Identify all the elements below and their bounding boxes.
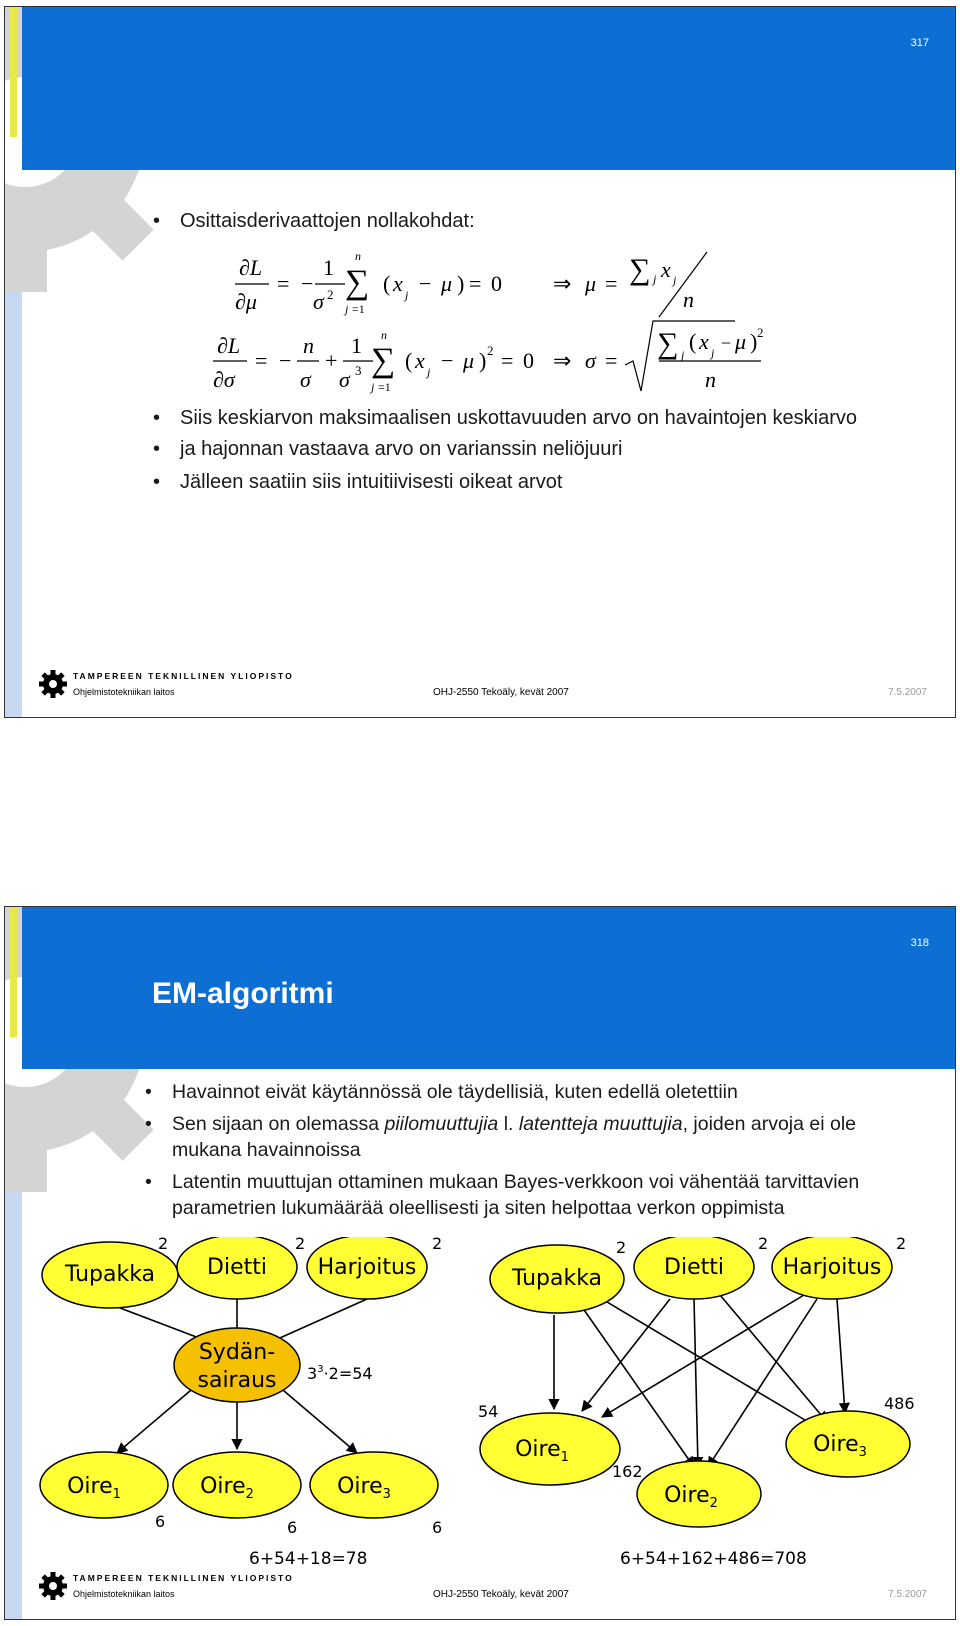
svg-text:=: =	[255, 348, 268, 373]
university-logo-icon	[37, 667, 69, 701]
department-name: Ohjelmistotekniikan laitos	[73, 1589, 175, 1599]
slide-date: 7.5.2007	[888, 1589, 927, 1600]
param-count: 54	[478, 1402, 499, 1421]
bullet-item	[143, 1079, 903, 1105]
param-count: 6	[155, 1512, 166, 1531]
term-latent-variables: latentteja muuttujia	[518, 1113, 683, 1135]
svg-text:−: −	[279, 348, 292, 373]
bullet-item	[143, 1169, 903, 1221]
bullet-text: l.	[498, 1113, 519, 1135]
label-subscript: 1	[112, 1487, 121, 1502]
slide-footer	[37, 667, 927, 707]
bullet-list	[143, 1079, 903, 1221]
svg-text:σ: σ	[339, 367, 350, 392]
department-name: Ohjelmistotekniikan laitos	[73, 687, 175, 697]
param-count: 2	[896, 1237, 907, 1253]
hidden-param-prefix: 3	[307, 1364, 318, 1383]
svg-text:(: (	[383, 271, 391, 296]
svg-text:j: j	[427, 365, 431, 379]
svg-text:−: −	[301, 271, 314, 296]
university-name: TAMPEREEN TEKNILLINEN YLIOPISTO	[73, 671, 294, 681]
slide-318	[4, 906, 956, 1620]
svg-text:=: =	[469, 271, 482, 296]
bullet-text: , joiden arvoja ei ole mukana havainnoissa	[172, 1113, 857, 1161]
page-number: 317	[910, 37, 929, 49]
label-harjoitus: Harjoitus	[782, 1255, 882, 1280]
slide-date: 7.5.2007	[888, 687, 927, 698]
param-count: 162	[612, 1462, 643, 1481]
edge	[837, 1299, 845, 1413]
svg-text:σ: σ	[313, 289, 324, 314]
label-subscript: 1	[560, 1450, 569, 1465]
partial-derivative-equations	[205, 247, 765, 397]
label-subscript: 3	[382, 1487, 391, 1502]
svg-text:=1: =1	[352, 302, 365, 316]
svg-text:=: =	[501, 348, 514, 373]
edge	[694, 1299, 698, 1467]
svg-text:): )	[750, 329, 758, 354]
svg-text:+: +	[325, 348, 338, 373]
title-bar	[22, 7, 955, 170]
svg-text:∂μ: ∂μ	[235, 289, 257, 314]
bullet-item	[151, 469, 871, 496]
svg-text:2: 2	[327, 287, 334, 302]
label-sairaus: sairaus	[197, 1368, 277, 1393]
svg-text:): )	[479, 348, 487, 373]
svg-text:=: =	[277, 271, 290, 296]
bayes-networks-figure	[22, 1237, 940, 1577]
label-oire: Oire	[200, 1474, 246, 1499]
label-tupakka: Tupakka	[64, 1262, 156, 1287]
label-subscript: 2	[245, 1487, 254, 1502]
svg-text:2: 2	[757, 325, 764, 340]
edge	[277, 1385, 357, 1453]
svg-text:n: n	[303, 333, 314, 358]
yellow-strip	[10, 7, 17, 137]
label-subscript: 2	[709, 1496, 718, 1511]
svg-text:n: n	[381, 328, 387, 342]
bullet-text: Latentin muuttujan ottaminen mukaan Bayes-verkkoon voi vähentää tarvittavien parametrien lukumäärää oleellisesti ja siten helpottaa verkon oppimista	[172, 1171, 860, 1219]
label-oire: Oire	[67, 1474, 113, 1499]
svg-text:∑: ∑	[629, 253, 651, 286]
svg-text:∂σ: ∂σ	[213, 367, 235, 392]
svg-text:x: x	[393, 271, 403, 296]
param-count: 2	[158, 1237, 169, 1253]
university-name: TAMPEREEN TEKNILLINEN YLIOPISTO	[73, 1573, 294, 1583]
course-name: OHJ-2550 Tekoäly, kevät 2007	[433, 687, 569, 698]
svg-text:=: =	[605, 348, 618, 373]
slide-title: EM-algoritmi	[152, 977, 334, 1010]
param-count: 2	[295, 1237, 306, 1253]
svg-text:∑: ∑	[657, 327, 679, 360]
svg-text:μ: μ	[585, 271, 597, 296]
course-name: OHJ-2550 Tekoäly, kevät 2007	[433, 1589, 569, 1600]
svg-text:n: n	[683, 287, 694, 312]
svg-text:⇒: ⇒	[553, 348, 572, 373]
label-dietti: Dietti	[664, 1255, 724, 1280]
bullet-list-top	[151, 209, 871, 233]
right-total: 6+54+162+486=708	[620, 1549, 807, 1569]
svg-text:−: −	[419, 271, 432, 296]
equation-mu	[235, 249, 707, 317]
label-oire: Oire	[813, 1432, 859, 1457]
bullet-text: Jälleen saatiin siis intuitiivisesti oikeat arvot	[180, 471, 563, 493]
svg-text:j: j	[345, 302, 349, 316]
edge	[117, 1385, 197, 1453]
svg-text:(: (	[405, 348, 413, 373]
svg-text:−: −	[441, 348, 454, 373]
svg-text:1: 1	[351, 333, 362, 358]
bullet-item	[151, 405, 871, 432]
svg-text:n: n	[355, 249, 361, 263]
bullet-text: Havainnot eivät käytännössä ole täydellisiä, kuten edellä oletettiin	[172, 1081, 738, 1103]
term-hidden-variables: piilomuuttujia	[384, 1113, 499, 1135]
param-count: 6	[432, 1518, 443, 1537]
bullet-text: Osittaisderivaattojen nollakohdat:	[180, 210, 475, 232]
bullet-item	[143, 1111, 903, 1163]
svg-text:0: 0	[491, 271, 502, 296]
label-oire: Oire	[515, 1437, 561, 1462]
svg-text:0: 0	[523, 348, 534, 373]
university-logo-icon	[37, 1569, 69, 1603]
label-tupakka: Tupakka	[511, 1266, 603, 1291]
label-oire: Oire	[664, 1483, 710, 1508]
svg-text:j: j	[653, 272, 657, 286]
svg-text:x: x	[699, 329, 709, 354]
svg-text:∑: ∑	[371, 342, 396, 379]
svg-text:2: 2	[487, 343, 494, 358]
svg-text:(: (	[689, 329, 697, 354]
svg-text:3: 3	[355, 363, 362, 378]
bullet-text: Sen sijaan on olemassa	[172, 1113, 385, 1135]
bullet-text: ja hajonnan vastaava arvo on varianssin neliöjuuri	[180, 438, 623, 460]
svg-text:μ: μ	[441, 271, 453, 296]
label-oire: Oire	[337, 1474, 383, 1499]
bullet-item	[151, 436, 871, 463]
edge	[602, 1295, 804, 1417]
svg-text:n: n	[705, 367, 716, 392]
slide-317	[4, 6, 956, 718]
hidden-param-exp: 3	[317, 1364, 324, 1375]
param-count: 486	[884, 1394, 915, 1413]
svg-text:=: =	[605, 271, 618, 296]
yellow-strip	[10, 907, 17, 1037]
svg-text:j: j	[681, 348, 685, 362]
svg-text:σ: σ	[300, 367, 311, 392]
svg-text:x: x	[661, 257, 671, 282]
page-number: 318	[910, 937, 929, 949]
param-count: 2	[432, 1237, 443, 1253]
svg-text:x: x	[415, 348, 425, 373]
svg-text:j: j	[371, 380, 375, 394]
svg-text:1: 1	[323, 255, 334, 280]
hidden-param-rest: 2=54	[328, 1364, 373, 1383]
svg-text:μ: μ	[735, 329, 747, 354]
svg-text:μ: μ	[463, 348, 475, 373]
svg-text:=1: =1	[378, 380, 391, 394]
svg-text:j: j	[711, 346, 715, 360]
svg-text:): )	[457, 271, 465, 296]
edge	[602, 1299, 820, 1429]
edge	[582, 1299, 670, 1411]
bullet-text: Siis keskiarvon maksimaalisen uskottavuuden arvo on havaintojen keskiarvo	[180, 407, 858, 429]
label-harjoitus: Harjoitus	[317, 1255, 417, 1280]
label-sydan: Sydän-	[198, 1340, 276, 1365]
param-count: 2	[758, 1237, 769, 1253]
param-count: 6	[287, 1518, 298, 1537]
svg-text:⇒: ⇒	[553, 271, 572, 296]
param-count: 2	[616, 1238, 627, 1257]
label-subscript: 3	[858, 1445, 867, 1460]
svg-text:∂L: ∂L	[239, 255, 263, 280]
svg-text:σ: σ	[585, 348, 596, 373]
svg-text:j: j	[673, 273, 677, 287]
svg-text:−: −	[721, 333, 732, 353]
bullet-list-bottom	[151, 405, 871, 496]
slide-footer	[37, 1569, 927, 1609]
bullet-item	[151, 209, 871, 233]
svg-text:∂L: ∂L	[217, 333, 241, 358]
hidden-param-count: $3^3\cdot 2=54$	[307, 1364, 373, 1383]
svg-text:j: j	[405, 288, 409, 302]
svg-text:∑: ∑	[345, 264, 370, 301]
left-total: 6+54+18=78	[249, 1549, 368, 1569]
label-dietti: Dietti	[207, 1255, 267, 1280]
equation-sigma	[213, 321, 764, 394]
title-bar	[22, 907, 955, 1069]
